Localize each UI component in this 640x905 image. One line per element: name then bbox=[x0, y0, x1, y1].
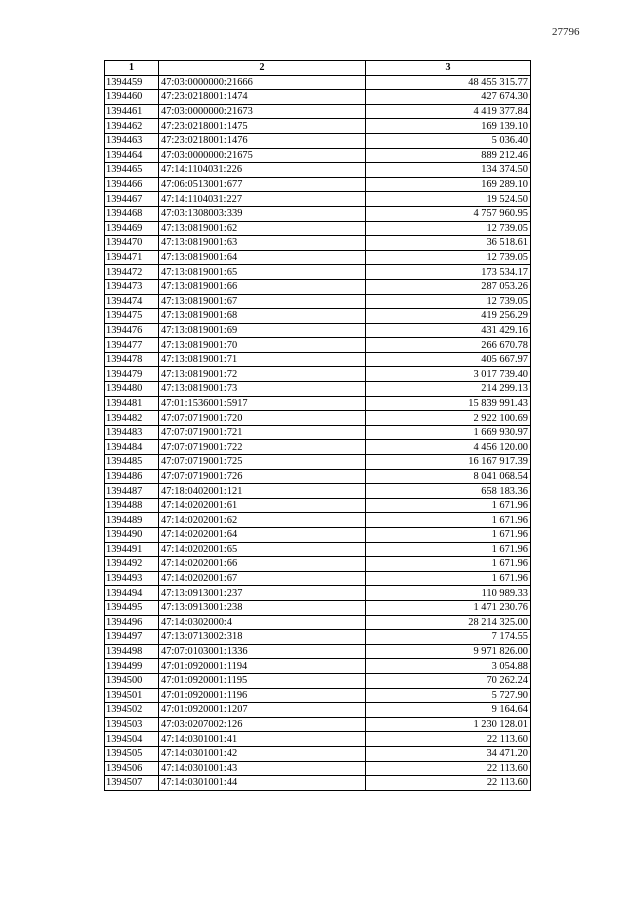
column-header-cadastral-number: 2 bbox=[159, 61, 366, 76]
cadastral-number: 47:13:0819001:65 bbox=[159, 265, 366, 280]
cadastral-number: 47:14:0301001:42 bbox=[159, 746, 366, 761]
row-number: 1394472 bbox=[105, 265, 159, 280]
table-row bbox=[105, 484, 531, 499]
table-row bbox=[105, 250, 531, 265]
cadastral-value: 419 256.29 bbox=[366, 309, 531, 324]
cadastral-number: 47:14:0202001:67 bbox=[159, 571, 366, 586]
table-row bbox=[105, 352, 531, 367]
cadastral-number: 47:14:1104031:226 bbox=[159, 163, 366, 178]
cadastral-number: 47:13:0913001:238 bbox=[159, 600, 366, 615]
cadastral-number: 47:14:0301001:41 bbox=[159, 732, 366, 747]
cadastral-value: 12 739.05 bbox=[366, 221, 531, 236]
row-number: 1394493 bbox=[105, 571, 159, 586]
table-row bbox=[105, 236, 531, 251]
table-row bbox=[105, 192, 531, 207]
cadastral-value: 110 989.33 bbox=[366, 586, 531, 601]
cadastral-value: 34 471.20 bbox=[366, 746, 531, 761]
table-row bbox=[105, 411, 531, 426]
cadastral-number: 47:14:0202001:62 bbox=[159, 513, 366, 528]
row-number: 1394485 bbox=[105, 455, 159, 470]
row-number: 1394463 bbox=[105, 133, 159, 148]
table-row bbox=[105, 338, 531, 353]
cadastral-number: 47:03:0000000:21675 bbox=[159, 148, 366, 163]
table-row bbox=[105, 309, 531, 324]
table-row bbox=[105, 703, 531, 718]
table-row bbox=[105, 177, 531, 192]
cadastral-number: 47:13:0713002:318 bbox=[159, 630, 366, 645]
cadastral-number: 47:23:0218001:1475 bbox=[159, 119, 366, 134]
cadastral-number: 47:14:0301001:44 bbox=[159, 776, 366, 791]
table-row bbox=[105, 104, 531, 119]
table-row bbox=[105, 644, 531, 659]
cadastral-number: 47:01:1536001:5917 bbox=[159, 396, 366, 411]
table-row bbox=[105, 279, 531, 294]
cadastral-value: 1 671.96 bbox=[366, 498, 531, 513]
cadastral-value: 4 757 960.95 bbox=[366, 206, 531, 221]
table-row bbox=[105, 148, 531, 163]
row-number: 1394495 bbox=[105, 600, 159, 615]
row-number: 1394480 bbox=[105, 382, 159, 397]
cadastral-value: 134 374.50 bbox=[366, 163, 531, 178]
row-number: 1394473 bbox=[105, 279, 159, 294]
cadastral-value: 1 671.96 bbox=[366, 513, 531, 528]
cadastral-value: 4 456 120.00 bbox=[366, 440, 531, 455]
table-row bbox=[105, 440, 531, 455]
table-row bbox=[105, 163, 531, 178]
cadastral-value: 16 167 917.39 bbox=[366, 455, 531, 470]
cadastral-number: 47:13:0819001:66 bbox=[159, 279, 366, 294]
cadastral-value: 48 455 315.77 bbox=[366, 75, 531, 90]
row-number: 1394499 bbox=[105, 659, 159, 674]
cadastral-number: 47:23:0218001:1476 bbox=[159, 133, 366, 148]
cadastral-value: 1 671.96 bbox=[366, 528, 531, 543]
cadastral-number: 47:13:0819001:64 bbox=[159, 250, 366, 265]
table-row bbox=[105, 133, 531, 148]
row-number: 1394500 bbox=[105, 673, 159, 688]
row-number: 1394477 bbox=[105, 338, 159, 353]
cadastral-value: 1 230 128.01 bbox=[366, 717, 531, 732]
cadastral-number: 47:03:0000000:21666 bbox=[159, 75, 366, 90]
row-number: 1394502 bbox=[105, 703, 159, 718]
cadastral-value: 214 299.13 bbox=[366, 382, 531, 397]
cadastral-value: 36 518.61 bbox=[366, 236, 531, 251]
cadastral-number: 47:13:0819001:68 bbox=[159, 309, 366, 324]
cadastral-value: 169 139.10 bbox=[366, 119, 531, 134]
cadastral-number: 47:13:0819001:62 bbox=[159, 221, 366, 236]
cadastral-number: 47:14:0301001:43 bbox=[159, 761, 366, 776]
row-number: 1394465 bbox=[105, 163, 159, 178]
cadastral-number: 47:14:0202001:65 bbox=[159, 542, 366, 557]
table-row bbox=[105, 761, 531, 776]
cadastral-number: 47:01:0920001:1207 bbox=[159, 703, 366, 718]
row-number: 1394498 bbox=[105, 644, 159, 659]
cadastral-number: 47:23:0218001:1474 bbox=[159, 90, 366, 105]
cadastral-value: 1 671.96 bbox=[366, 571, 531, 586]
row-number: 1394461 bbox=[105, 104, 159, 119]
cadastral-number: 47:13:0819001:70 bbox=[159, 338, 366, 353]
cadastral-value: 266 670.78 bbox=[366, 338, 531, 353]
table-row bbox=[105, 425, 531, 440]
cadastral-number: 47:03:0000000:21673 bbox=[159, 104, 366, 119]
cadastral-number: 47:13:0819001:67 bbox=[159, 294, 366, 309]
column-header-value: 3 bbox=[366, 61, 531, 76]
cadastral-value: 12 739.05 bbox=[366, 250, 531, 265]
row-number: 1394506 bbox=[105, 761, 159, 776]
row-number: 1394503 bbox=[105, 717, 159, 732]
row-number: 1394479 bbox=[105, 367, 159, 382]
cadastral-value: 4 419 377.84 bbox=[366, 104, 531, 119]
row-number: 1394490 bbox=[105, 528, 159, 543]
table-row bbox=[105, 542, 531, 557]
cadastral-number: 47:07:0719001:721 bbox=[159, 425, 366, 440]
cadastral-number: 47:03:0207002:126 bbox=[159, 717, 366, 732]
cadastral-number: 47:03:1308003:339 bbox=[159, 206, 366, 221]
cadastral-value: 405 667.97 bbox=[366, 352, 531, 367]
row-number: 1394464 bbox=[105, 148, 159, 163]
cadastral-number: 47:14:1104031:227 bbox=[159, 192, 366, 207]
row-number: 1394462 bbox=[105, 119, 159, 134]
cadastral-number: 47:13:0819001:72 bbox=[159, 367, 366, 382]
row-number: 1394505 bbox=[105, 746, 159, 761]
row-number: 1394476 bbox=[105, 323, 159, 338]
table-row bbox=[105, 382, 531, 397]
cadastral-value: 1 671.96 bbox=[366, 542, 531, 557]
cadastral-value: 22 113.60 bbox=[366, 776, 531, 791]
cadastral-value: 5 036.40 bbox=[366, 133, 531, 148]
row-number: 1394468 bbox=[105, 206, 159, 221]
row-number: 1394494 bbox=[105, 586, 159, 601]
cadastral-value: 173 534.17 bbox=[366, 265, 531, 280]
cadastral-number: 47:18:0402001:121 bbox=[159, 484, 366, 499]
cadastral-number: 47:13:0819001:71 bbox=[159, 352, 366, 367]
row-number: 1394471 bbox=[105, 250, 159, 265]
cadastral-value: 431 429.16 bbox=[366, 323, 531, 338]
row-number: 1394466 bbox=[105, 177, 159, 192]
row-number: 1394484 bbox=[105, 440, 159, 455]
cadastral-value: 1 471 230.76 bbox=[366, 600, 531, 615]
cadastral-number: 47:07:0719001:725 bbox=[159, 455, 366, 470]
cadastral-number: 47:13:0819001:63 bbox=[159, 236, 366, 251]
cadastral-value: 3 054.88 bbox=[366, 659, 531, 674]
row-number: 1394497 bbox=[105, 630, 159, 645]
cadastral-number: 47:07:0103001:1336 bbox=[159, 644, 366, 659]
cadastral-value: 19 524.50 bbox=[366, 192, 531, 207]
row-number: 1394475 bbox=[105, 309, 159, 324]
table-row bbox=[105, 732, 531, 747]
cadastral-value: 3 017 739.40 bbox=[366, 367, 531, 382]
cadastral-value: 9 164.64 bbox=[366, 703, 531, 718]
cadastral-value: 28 214 325.00 bbox=[366, 615, 531, 630]
cadastral-value: 1 669 930.97 bbox=[366, 425, 531, 440]
cadastral-number: 47:06:0513001:677 bbox=[159, 177, 366, 192]
table-row bbox=[105, 90, 531, 105]
cadastral-value: 12 739.05 bbox=[366, 294, 531, 309]
cadastral-value: 22 113.60 bbox=[366, 732, 531, 747]
cadastral-number: 47:01:0920001:1195 bbox=[159, 673, 366, 688]
cadastral-number: 47:13:0913001:237 bbox=[159, 586, 366, 601]
cadastral-number: 47:14:0202001:61 bbox=[159, 498, 366, 513]
table-row bbox=[105, 673, 531, 688]
column-header-number: 1 bbox=[105, 61, 159, 76]
table-row bbox=[105, 498, 531, 513]
table-row bbox=[105, 586, 531, 601]
table-row bbox=[105, 528, 531, 543]
row-number: 1394488 bbox=[105, 498, 159, 513]
table-row bbox=[105, 717, 531, 732]
row-number: 1394481 bbox=[105, 396, 159, 411]
table-row bbox=[105, 75, 531, 90]
table-row bbox=[105, 119, 531, 134]
row-number: 1394474 bbox=[105, 294, 159, 309]
row-number: 1394507 bbox=[105, 776, 159, 791]
row-number: 1394467 bbox=[105, 192, 159, 207]
table-row bbox=[105, 455, 531, 470]
table-row bbox=[105, 688, 531, 703]
cadastral-value: 70 262.24 bbox=[366, 673, 531, 688]
page-number: 27796 bbox=[552, 26, 580, 38]
table-row bbox=[105, 513, 531, 528]
cadastral-value: 287 053.26 bbox=[366, 279, 531, 294]
cadastral-number: 47:07:0719001:722 bbox=[159, 440, 366, 455]
row-number: 1394483 bbox=[105, 425, 159, 440]
table-row bbox=[105, 659, 531, 674]
cadastral-number: 47:14:0202001:64 bbox=[159, 528, 366, 543]
cadastral-value: 889 212.46 bbox=[366, 148, 531, 163]
table-row bbox=[105, 571, 531, 586]
table-row bbox=[105, 367, 531, 382]
cadastral-value: 22 113.60 bbox=[366, 761, 531, 776]
cadastral-value: 8 041 068.54 bbox=[366, 469, 531, 484]
cadastral-number: 47:07:0719001:726 bbox=[159, 469, 366, 484]
cadastral-value: 7 174.55 bbox=[366, 630, 531, 645]
cadastral-number: 47:13:0819001:69 bbox=[159, 323, 366, 338]
table-row bbox=[105, 323, 531, 338]
table-row bbox=[105, 206, 531, 221]
cadastral-value: 658 183.36 bbox=[366, 484, 531, 499]
table-header-row bbox=[105, 61, 531, 76]
cadastral-value: 2 922 100.69 bbox=[366, 411, 531, 426]
table-body bbox=[105, 75, 531, 790]
cadastral-value: 15 839 991.43 bbox=[366, 396, 531, 411]
table-row bbox=[105, 630, 531, 645]
row-number: 1394496 bbox=[105, 615, 159, 630]
table-row bbox=[105, 221, 531, 236]
row-number: 1394459 bbox=[105, 75, 159, 90]
cadastral-number: 47:14:0202001:66 bbox=[159, 557, 366, 572]
cadastral-number: 47:07:0719001:720 bbox=[159, 411, 366, 426]
table-row bbox=[105, 615, 531, 630]
row-number: 1394487 bbox=[105, 484, 159, 499]
cadastral-number: 47:13:0819001:73 bbox=[159, 382, 366, 397]
row-number: 1394469 bbox=[105, 221, 159, 236]
cadastral-number: 47:14:0302000:4 bbox=[159, 615, 366, 630]
table-row bbox=[105, 600, 531, 615]
table-row bbox=[105, 557, 531, 572]
cadastral-number: 47:01:0920001:1194 bbox=[159, 659, 366, 674]
row-number: 1394478 bbox=[105, 352, 159, 367]
table-row bbox=[105, 396, 531, 411]
table-row bbox=[105, 469, 531, 484]
cadastral-value: 427 674.30 bbox=[366, 90, 531, 105]
cadastral-value: 1 671.96 bbox=[366, 557, 531, 572]
table-row bbox=[105, 776, 531, 791]
cadastral-value: 5 727.90 bbox=[366, 688, 531, 703]
row-number: 1394501 bbox=[105, 688, 159, 703]
table-row bbox=[105, 294, 531, 309]
row-number: 1394491 bbox=[105, 542, 159, 557]
row-number: 1394486 bbox=[105, 469, 159, 484]
row-number: 1394470 bbox=[105, 236, 159, 251]
cadastral-value: 169 289.10 bbox=[366, 177, 531, 192]
cadastral-value-table bbox=[104, 60, 531, 791]
row-number: 1394460 bbox=[105, 90, 159, 105]
row-number: 1394489 bbox=[105, 513, 159, 528]
cadastral-value: 9 971 826.00 bbox=[366, 644, 531, 659]
row-number: 1394492 bbox=[105, 557, 159, 572]
table-row bbox=[105, 265, 531, 280]
cadastral-number: 47:01:0920001:1196 bbox=[159, 688, 366, 703]
row-number: 1394482 bbox=[105, 411, 159, 426]
row-number: 1394504 bbox=[105, 732, 159, 747]
table-row bbox=[105, 746, 531, 761]
